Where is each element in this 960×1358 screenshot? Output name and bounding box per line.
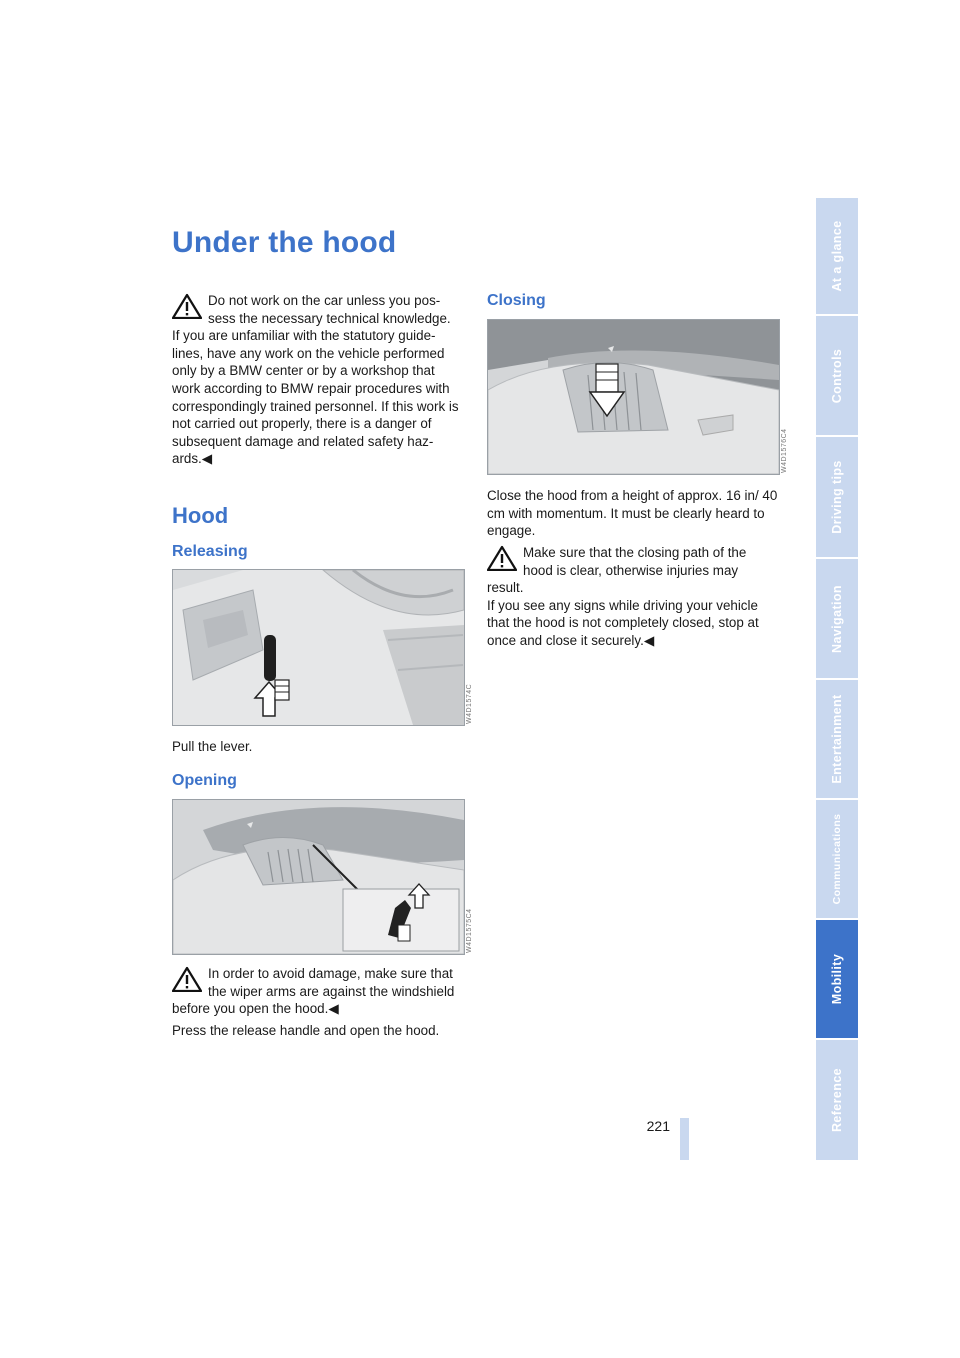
warning-triangle-icon xyxy=(172,966,202,992)
subheading-closing: Closing xyxy=(487,292,546,309)
page-number-bar xyxy=(680,1118,689,1160)
tab-label: Controls xyxy=(830,348,844,403)
warning-triangle-icon xyxy=(172,293,202,319)
image-code: W4D1575C4 xyxy=(466,908,473,953)
tab-label: At a glance xyxy=(830,220,844,292)
releasing-caption: Pull the lever. xyxy=(172,739,253,754)
closing-text: Close the hood from a height of approx. 16 in/ 40 cm with momentum. It must be clearly heard to engage. xyxy=(487,488,778,539)
tab-at-a-glance[interactable] xyxy=(816,198,858,316)
end-marker: ◀ xyxy=(201,451,213,467)
warning-line-2: hood is clear, otherwise injuries may xyxy=(523,562,739,578)
tab-label: Navigation xyxy=(830,584,844,653)
image-code: W4D1576C4 xyxy=(781,428,788,473)
tab-navigation[interactable] xyxy=(816,559,858,680)
tab-label: Reference xyxy=(830,1067,844,1133)
tab-label: Driving tips xyxy=(830,460,844,534)
closing-warning xyxy=(487,544,779,650)
tab-communications[interactable] xyxy=(816,800,858,920)
hood-opening-image xyxy=(172,799,465,955)
tab-label: Communications xyxy=(831,813,843,905)
opening-illustration xyxy=(173,800,464,954)
opening-caption: Press the release handle and open the hood. xyxy=(172,1023,440,1038)
intro-warning xyxy=(172,292,464,468)
warning-text: If you are unfamiliar with the statutory guide-lines, have any work on the vehicle performed only by a BMW center or by a workshop that work according to BMW repair procedures with correspondingly trained personnel. If this work is not carried out properly, there is a danger of subsequent damage and related safety haz-ards. xyxy=(172,328,459,467)
end-marker: ◀ xyxy=(328,1001,339,1017)
page-title: Under the hood xyxy=(172,226,397,259)
chapter-sidebar xyxy=(816,198,858,1160)
end-marker: ◀ xyxy=(643,632,655,648)
warning-line-1: Make sure that the closing path of the xyxy=(523,545,747,560)
section-heading-hood: Hood xyxy=(172,503,229,528)
warning-line-2: the wiper arms are against the windshield xyxy=(208,983,455,999)
warning-line-1: Do not work on the car unless you pos- xyxy=(208,293,441,308)
warning-triangle-icon xyxy=(487,545,517,571)
tab-label: Entertainment xyxy=(830,694,844,784)
tab-label: Mobility xyxy=(830,953,844,1005)
tab-reference[interactable] xyxy=(816,1040,858,1160)
warning-text: before you open the hood. xyxy=(172,1001,329,1017)
tab-mobility[interactable] xyxy=(816,920,858,1040)
warning-text: result. xyxy=(487,580,524,596)
lever-illustration xyxy=(173,570,464,725)
closing-illustration xyxy=(488,320,779,474)
warning-text-2: If you see any signs while driving your vehicle that the hood is not completely closed, stop at once and close it securely. xyxy=(487,597,759,648)
page-number: 221 xyxy=(646,1118,670,1134)
tab-entertainment[interactable] xyxy=(816,680,858,800)
tab-driving-tips[interactable] xyxy=(816,437,858,559)
hood-release-lever-image xyxy=(172,569,465,726)
image-code: W4D1574C xyxy=(466,683,473,724)
subheading-releasing: Releasing xyxy=(172,543,248,560)
hood-closing-image xyxy=(487,319,780,475)
warning-line-1: In order to avoid damage, make sure that xyxy=(208,966,453,981)
subheading-opening: Opening xyxy=(172,772,237,789)
tab-controls[interactable] xyxy=(816,316,858,437)
warning-line-2: sess the necessary technical knowledge. xyxy=(208,310,451,326)
opening-warning xyxy=(172,965,464,1018)
